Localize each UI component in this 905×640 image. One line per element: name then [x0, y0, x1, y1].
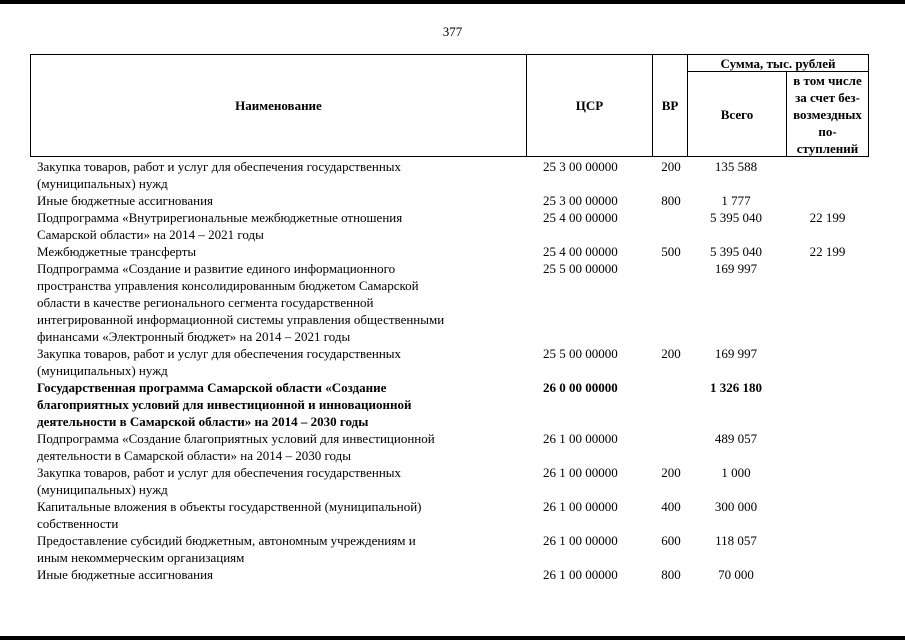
row-name-line: деятельности в Самарской области» на 2014 – 2030 годы — [37, 448, 351, 463]
row-name — [37, 464, 517, 498]
row-total: 5 395 040 — [710, 244, 762, 259]
row-name-line: Иные бюджетные ассигнования — [37, 567, 214, 582]
header-vr: ВР — [661, 98, 679, 113]
row-name-line: Подпрограмма «Внутрирегиональные межбюджетные отношения — [37, 210, 403, 225]
row-total: 1 000 — [721, 465, 751, 480]
row-name-line: Иные бюджетные ассигнования — [37, 193, 214, 208]
row-name — [37, 430, 517, 464]
row-name-line: Межбюджетные трансферты — [37, 244, 197, 259]
row-csr: 25 4 00 00000 — [543, 244, 618, 259]
row-total: 1 777 — [721, 193, 751, 208]
row-csr: 26 1 00 00000 — [543, 533, 618, 548]
row-name-line: Предоставление субсидий бюджетным, автономным учреждениям и — [37, 533, 416, 548]
row-vr: 200 — [661, 465, 681, 480]
table-row — [30, 158, 869, 192]
row-name — [37, 498, 517, 532]
header-free — [787, 72, 868, 156]
row-name-line: области в качестве регионального сегмента государственной — [37, 295, 374, 310]
table-row — [30, 464, 869, 498]
row-name — [37, 379, 517, 430]
row-name — [37, 532, 517, 566]
table-row — [30, 345, 869, 379]
row-total: 1 326 180 — [710, 380, 762, 395]
row-vr: 800 — [661, 193, 681, 208]
row-name-line: Капитальные вложения в объекты государственной (муниципальной) — [37, 499, 422, 514]
row-free: 22 199 — [809, 244, 846, 259]
row-vr: 800 — [661, 567, 681, 582]
row-vr: 200 — [661, 346, 681, 361]
table-row — [30, 243, 869, 260]
bottom-border — [0, 636, 905, 640]
row-name — [37, 209, 517, 243]
page-number: 377 — [442, 24, 463, 39]
row-name — [37, 192, 517, 209]
row-name-line: финансами «Электронный бюджет» на 2014 – 2021 годы — [37, 329, 351, 344]
header-name: Наименование — [235, 98, 322, 113]
table-row — [30, 532, 869, 566]
row-name-line: Подпрограмма «Создание и развитие единого информационного — [37, 261, 396, 276]
row-name-line: деятельности в Самарской области» на 2014 – 2030 годы — [37, 414, 369, 429]
header-free-line: за счет без- — [795, 89, 860, 105]
row-vr: 600 — [661, 533, 681, 548]
row-name — [37, 158, 517, 192]
row-total: 169 997 — [714, 261, 758, 276]
row-csr: 26 1 00 00000 — [543, 567, 618, 582]
table-row — [30, 192, 869, 209]
row-vr: 200 — [661, 159, 681, 174]
row-csr: 25 3 00 00000 — [543, 159, 618, 174]
row-name — [37, 566, 517, 583]
row-name-line: (муниципальных) нужд — [37, 176, 168, 191]
row-name-line: Закупка товаров, работ и услуг для обеспечения государственных — [37, 465, 402, 480]
table-row — [30, 260, 869, 345]
table-row — [30, 379, 869, 430]
top-border — [0, 0, 905, 4]
row-vr: 400 — [661, 499, 681, 514]
header-free-line: ступлений — [796, 140, 859, 156]
row-name-line: иным некоммерческим организациям — [37, 550, 245, 565]
row-csr: 25 4 00 00000 — [543, 210, 618, 225]
row-name-line: Государственная программа Самарской области «Создание — [37, 380, 387, 395]
row-vr: 500 — [661, 244, 681, 259]
row-total: 489 057 — [714, 431, 758, 446]
row-csr: 25 5 00 00000 — [543, 346, 618, 361]
row-name-line: Подпрограмма «Создание благоприятных условий для инвестиционной — [37, 431, 435, 446]
header-total: Всего — [720, 106, 754, 122]
header-free-line: в том числе — [793, 72, 862, 88]
row-name — [37, 345, 517, 379]
row-total: 300 000 — [714, 499, 758, 514]
table-row — [30, 566, 869, 583]
row-name — [37, 260, 517, 345]
table-row — [30, 498, 869, 532]
row-csr: 26 1 00 00000 — [543, 431, 618, 446]
row-csr: 26 1 00 00000 — [543, 499, 618, 514]
header-free-line: по- — [818, 123, 837, 139]
row-total: 135 588 — [714, 159, 758, 174]
table-header — [30, 54, 869, 157]
table-body — [30, 158, 869, 583]
table-row — [30, 430, 869, 464]
row-name-line: Закупка товаров, работ и услуг для обеспечения государственных — [37, 346, 402, 361]
row-total: 169 997 — [714, 346, 758, 361]
row-total: 5 395 040 — [710, 210, 762, 225]
row-total: 118 057 — [715, 533, 757, 548]
row-name-line: благоприятных условий для инвестиционной и инновационной — [37, 397, 412, 412]
header-free-line: возмездных — [793, 106, 862, 122]
row-name-line: Закупка товаров, работ и услуг для обеспечения государственных — [37, 159, 402, 174]
row-csr: 25 5 00 00000 — [543, 261, 618, 276]
row-name-line: Самарской области» на 2014 – 2021 годы — [37, 227, 264, 242]
row-name-line: пространства управления консолидированным бюджетом Самарской — [37, 278, 419, 293]
row-csr: 26 0 00 00000 — [543, 380, 618, 395]
table-row — [30, 209, 869, 243]
row-name-line: (муниципальных) нужд — [37, 363, 168, 378]
row-name-line: интегрированной информационной системы управления общественными — [37, 312, 445, 327]
row-total: 70 000 — [718, 567, 754, 582]
row-name — [37, 243, 517, 260]
row-csr: 26 1 00 00000 — [543, 465, 618, 480]
row-name-line: (муниципальных) нужд — [37, 482, 168, 497]
header-sum: Сумма, тыс. рублей — [720, 55, 836, 71]
header-csr: ЦСР — [575, 98, 604, 113]
row-csr: 25 3 00 00000 — [543, 193, 618, 208]
row-free: 22 199 — [809, 210, 846, 225]
row-name-line: собственности — [37, 516, 119, 531]
